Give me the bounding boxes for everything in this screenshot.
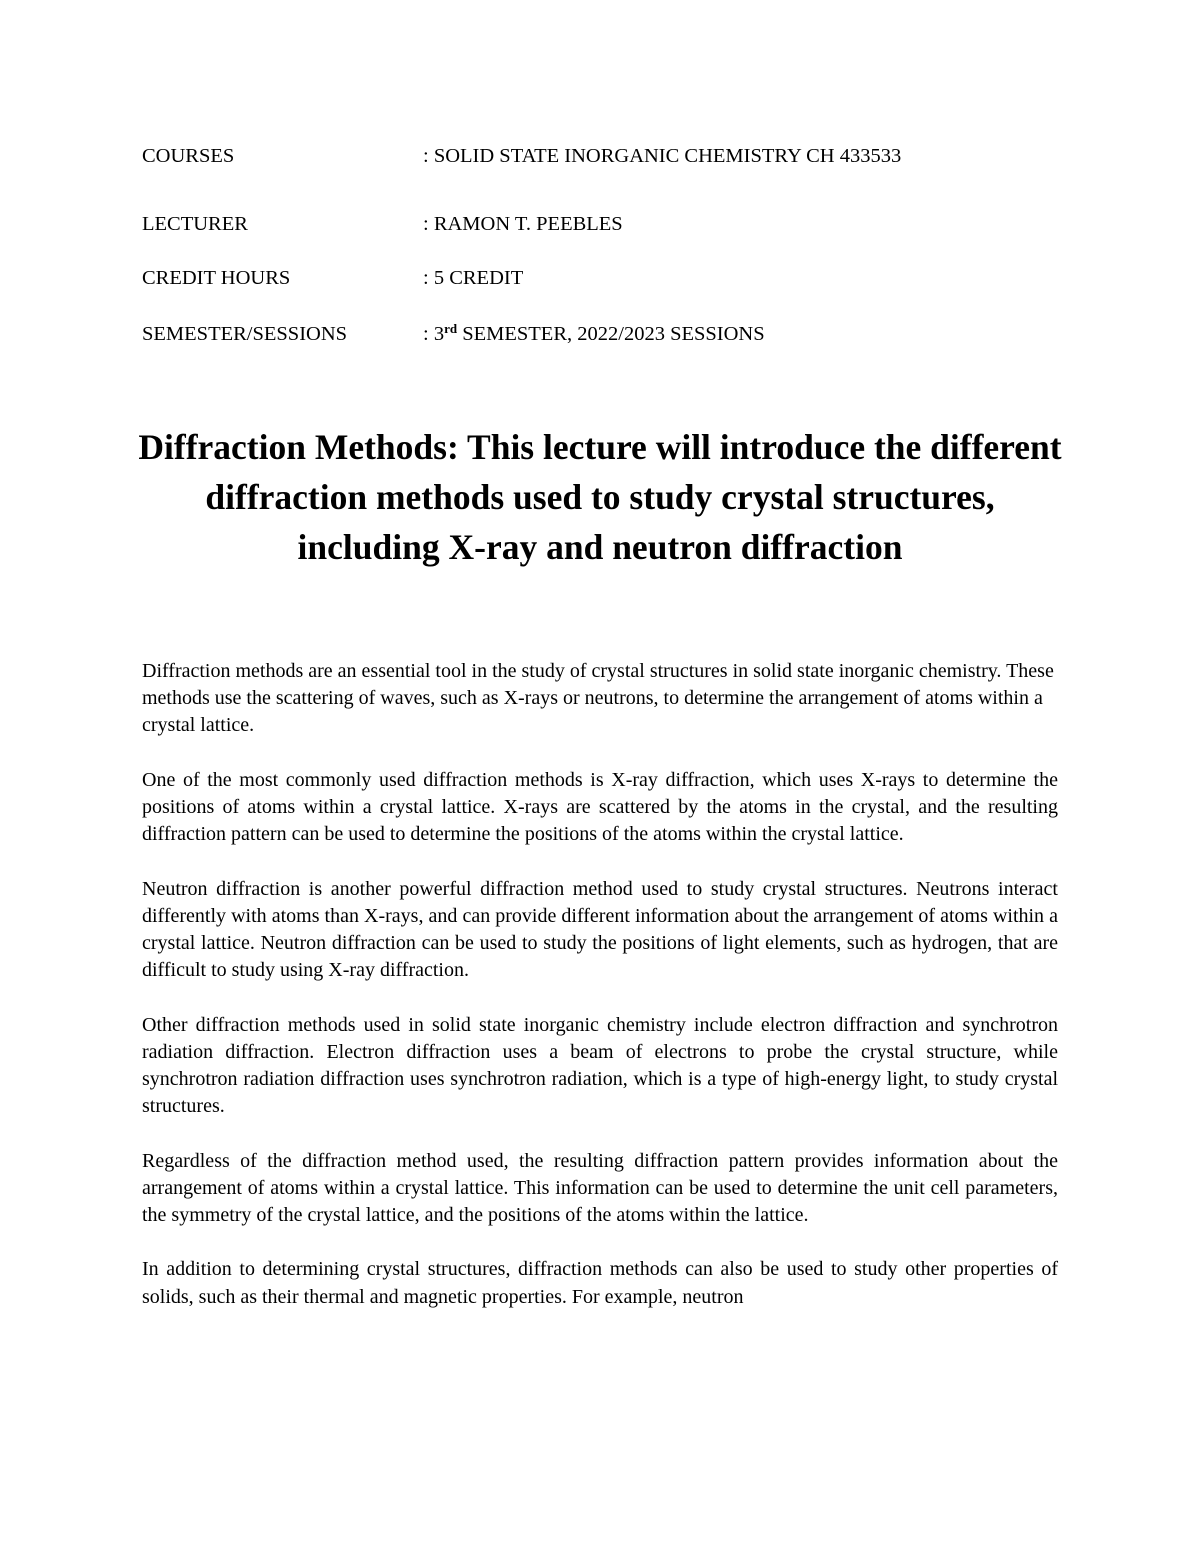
courses-label: COURSES <box>142 145 235 167</box>
semester-label: SEMESTER/SESSIONS <box>142 323 348 345</box>
semester-ordinal-suffix: rd <box>444 321 458 336</box>
semester-value <box>423 322 765 346</box>
body-paragraph: Regardless of the diffraction method used, the resulting diffraction pattern provides information about the arrangement of atoms within a crystal lattice. This information can be used to determine the unit cell parameters, the symmetry of the crystal lattice, and the positions of the atoms within the lattice. <box>142 1149 1058 1226</box>
credit-hours-value: : 5 CREDIT <box>423 267 524 289</box>
lecturer-label: LECTURER <box>142 213 248 235</box>
body-paragraph: One of the most commonly used diffraction methods is X-ray diffraction, which uses X-rays to determine the positions of atoms within a crystal lattice. X-rays are scattered by the atoms in the crystal, and the resulting diffraction pattern can be used to determine the positions of the atoms within the crystal lattice. <box>142 768 1058 846</box>
body-paragraph: Other diffraction methods used in solid state inorganic chemistry include electron diffraction and synchrotron radiation diffraction. Electron diffraction uses a beam of electrons to probe the crystal structure, while synchrotron radiation diffraction uses synchrotron radiation, which is a type of high-energy light, to study crystal structures. <box>142 1013 1058 1118</box>
courses-value: : SOLID STATE INORGANIC CHEMISTRY CH 433533 <box>423 145 902 167</box>
lecture-title: Diffraction Methods: This lecture will introduce the different diffraction methods used to study crystal structures, including X-ray and neutron diffraction <box>138 427 1062 567</box>
body-paragraph: Diffraction methods are an essential tool in the study of crystal structures in solid state inorganic chemistry. These methods use the scattering of waves, such as X-rays or neutrons, to determine the arrangement of atoms within a crystal lattice. <box>142 660 1054 737</box>
semester-value-prefix: : 3 <box>423 323 445 345</box>
body-paragraph: In addition to determining crystal structures, diffraction methods can also be used to study other properties of solids, such as their thermal and magnetic properties. For example, neutron <box>142 1258 1058 1308</box>
body-paragraph: Neutron diffraction is another powerful diffraction method used to study crystal structures. Neutrons interact differently with atoms than X-rays, and can provide different information about the arrangement of atoms within a crystal lattice. Neutron diffraction can be used to study the positions of light elements, such as hydrogen, that are difficult to study using X-ray diffraction. <box>142 877 1058 982</box>
semester-value-suffix: SEMESTER, 2022/2023 SESSIONS <box>457 323 765 345</box>
credit-hours-label: CREDIT HOURS <box>142 267 291 289</box>
lecture-body <box>142 658 1058 1338</box>
lecturer-value: : RAMON T. PEEBLES <box>423 213 623 235</box>
